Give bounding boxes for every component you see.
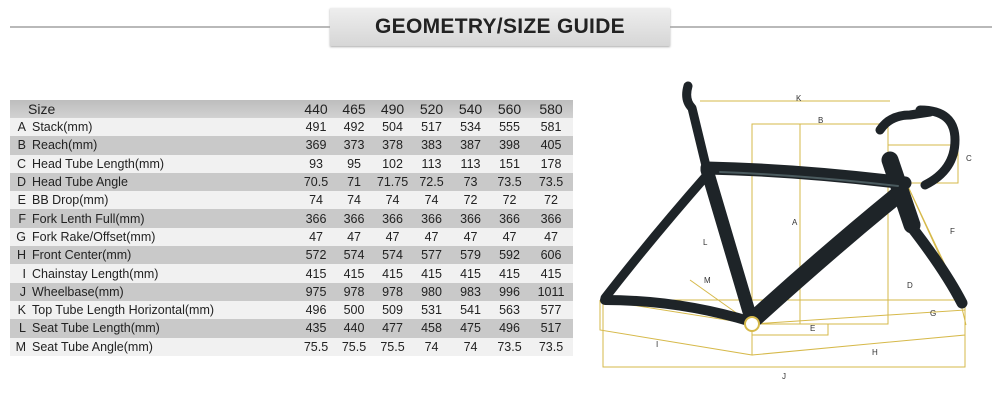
row-value: 491	[305, 120, 327, 135]
row-value: 71.75	[376, 175, 409, 190]
row-name: Fork Lenth Full(mm)	[32, 211, 145, 226]
size-header: 520	[419, 101, 444, 117]
row-value: 996	[499, 284, 520, 299]
row-value: 378	[382, 138, 403, 153]
row-name: Seat Tube Length(mm)	[32, 321, 160, 336]
row-value: 72	[544, 193, 558, 208]
row-name: Fork Rake/Offset(mm)	[32, 229, 156, 244]
label-b: B	[818, 116, 824, 125]
row-letter: F	[18, 211, 26, 226]
table-row	[10, 246, 573, 264]
label-k: K	[796, 94, 802, 103]
row-letter: L	[19, 321, 26, 336]
row-value: 496	[305, 303, 327, 318]
table-row	[10, 155, 573, 173]
table-row	[10, 338, 573, 356]
row-value: 458	[421, 321, 442, 336]
row-letter: J	[19, 284, 26, 299]
label-l: L	[703, 238, 708, 247]
row-value: 475	[460, 321, 481, 336]
row-name: Front Center(mm)	[32, 248, 132, 263]
size-header: 560	[497, 101, 522, 117]
row-value: 366	[343, 211, 365, 226]
row-letter: G	[16, 229, 26, 244]
row-value: 366	[382, 211, 403, 226]
row-value: 72	[463, 193, 478, 208]
row-value: 606	[540, 248, 562, 263]
row-value: 415	[421, 266, 442, 281]
row-name: Head Tube Angle	[32, 175, 128, 190]
row-value: 496	[499, 321, 520, 336]
row-value: 73.5	[497, 175, 522, 190]
size-label: Size	[28, 101, 56, 117]
row-value: 75.5	[303, 339, 329, 354]
table-row	[10, 118, 573, 136]
row-value: 492	[343, 120, 365, 135]
table-row	[10, 283, 573, 301]
row-name: Wheelbase(mm)	[32, 284, 124, 299]
row-value: 74	[309, 193, 323, 208]
row-value: 415	[540, 266, 562, 281]
row-value: 983	[460, 284, 481, 299]
row-value: 534	[460, 120, 481, 135]
row-value: 366	[421, 211, 442, 226]
row-value: 415	[382, 266, 403, 281]
row-value: 72.5	[419, 175, 444, 190]
row-value: 577	[540, 303, 562, 318]
row-value: 74	[424, 193, 439, 208]
row-value: 398	[499, 138, 520, 153]
table-row	[10, 173, 573, 191]
row-value: 517	[421, 120, 442, 135]
row-value: 387	[460, 138, 481, 153]
row-value: 74	[347, 193, 361, 208]
row-letter: M	[15, 339, 26, 354]
row-value: 504	[382, 120, 403, 135]
row-value: 555	[499, 120, 520, 135]
label-e: E	[810, 324, 816, 333]
row-value: 72	[502, 193, 517, 208]
row-value: 581	[540, 120, 562, 135]
row-value: 574	[382, 248, 403, 263]
row-value: 1011	[537, 284, 565, 299]
label-a: A	[792, 218, 798, 227]
row-letter: D	[16, 175, 26, 190]
row-value: 366	[499, 211, 520, 226]
table-row	[10, 319, 573, 337]
row-value: 477	[382, 321, 403, 336]
row-value: 47	[502, 229, 517, 244]
row-value: 383	[421, 138, 442, 153]
row-letter: A	[17, 120, 26, 135]
row-value: 373	[343, 138, 365, 153]
row-value: 73.5	[538, 339, 564, 354]
row-value: 415	[343, 266, 365, 281]
row-value: 369	[305, 138, 327, 153]
row-name: Chainstay Length(mm)	[32, 266, 159, 281]
size-header: 490	[380, 101, 405, 117]
row-value: 178	[540, 156, 562, 171]
row-value: 366	[540, 211, 562, 226]
row-value: 70.5	[303, 175, 329, 190]
size-header: 465	[342, 101, 366, 117]
row-value: 71	[347, 175, 361, 190]
label-f: F	[950, 227, 955, 236]
row-value: 405	[540, 138, 562, 153]
row-value: 74	[463, 339, 478, 354]
table-row	[10, 228, 573, 246]
row-name: Reach(mm)	[32, 138, 98, 153]
row-value: 47	[309, 229, 323, 244]
title-rule-left	[10, 26, 330, 28]
label-m: M	[704, 276, 711, 285]
row-letter: I	[22, 266, 26, 281]
row-value: 366	[460, 211, 481, 226]
row-value: 541	[460, 303, 481, 318]
row-value: 440	[343, 321, 365, 336]
row-value: 978	[343, 284, 365, 299]
row-value: 572	[305, 248, 327, 263]
row-value: 73	[463, 175, 478, 190]
label-i: I	[656, 340, 659, 349]
row-name: Top Tube Length Horizontal(mm)	[32, 303, 215, 318]
row-letter: K	[17, 303, 26, 318]
bottom-bracket	[745, 317, 759, 331]
row-value: 73.5	[538, 175, 564, 190]
row-value: 47	[385, 229, 400, 244]
label-g: G	[930, 309, 937, 318]
row-value: 531	[421, 303, 442, 318]
row-value: 500	[343, 303, 365, 318]
row-value: 47	[463, 229, 478, 244]
label-d: D	[907, 281, 913, 290]
row-value: 151	[499, 156, 520, 171]
row-value: 95	[347, 156, 361, 171]
row-value: 113	[460, 156, 481, 171]
row-value: 113	[421, 156, 442, 171]
size-header: 540	[458, 101, 483, 117]
row-value: 415	[460, 266, 481, 281]
row-value: 102	[382, 156, 403, 171]
row-value: 592	[499, 248, 520, 263]
size-header: 580	[539, 101, 563, 117]
label-j: J	[782, 372, 786, 381]
row-value: 75.5	[380, 339, 405, 354]
row-name: Head Tube Length(mm)	[32, 156, 165, 171]
table-row	[10, 191, 573, 209]
row-letter: H	[16, 248, 26, 263]
row-value: 980	[421, 284, 442, 299]
row-name: BB Drop(mm)	[32, 193, 109, 208]
row-letter: B	[17, 138, 26, 153]
row-name: Seat Tube Angle(mm)	[32, 339, 153, 354]
label-c: C	[966, 154, 972, 163]
bike-frame-diagram	[585, 60, 990, 390]
row-name: Stack(mm)	[32, 120, 93, 135]
row-value: 47	[544, 229, 558, 244]
label-h: H	[872, 348, 878, 357]
table-row	[10, 209, 573, 227]
row-value: 574	[343, 248, 365, 263]
row-letter: E	[17, 193, 26, 208]
row-value: 517	[540, 321, 562, 336]
row-value: 978	[382, 284, 403, 299]
table-header-row	[10, 100, 573, 118]
row-value: 74	[424, 339, 439, 354]
table-row	[10, 136, 573, 154]
row-value: 435	[305, 321, 327, 336]
row-value: 366	[305, 211, 327, 226]
row-value: 74	[385, 193, 400, 208]
row-value: 73.5	[497, 339, 522, 354]
row-value: 47	[347, 229, 361, 244]
table-row	[10, 301, 573, 319]
geometry-table	[10, 100, 573, 356]
row-value: 579	[460, 248, 481, 263]
page-title: GEOMETRY/SIZE GUIDE	[330, 8, 670, 46]
title-rule-right	[670, 26, 992, 28]
row-value: 47	[424, 229, 439, 244]
row-letter: C	[16, 156, 26, 171]
row-value: 415	[305, 266, 327, 281]
row-value: 93	[309, 156, 323, 171]
row-value: 75.5	[341, 339, 367, 354]
row-value: 415	[499, 266, 520, 281]
row-value: 975	[305, 284, 327, 299]
row-value: 577	[421, 248, 442, 263]
table-row	[10, 264, 573, 282]
row-value: 509	[382, 303, 403, 318]
size-header: 440	[304, 101, 328, 117]
row-value: 563	[499, 303, 520, 318]
